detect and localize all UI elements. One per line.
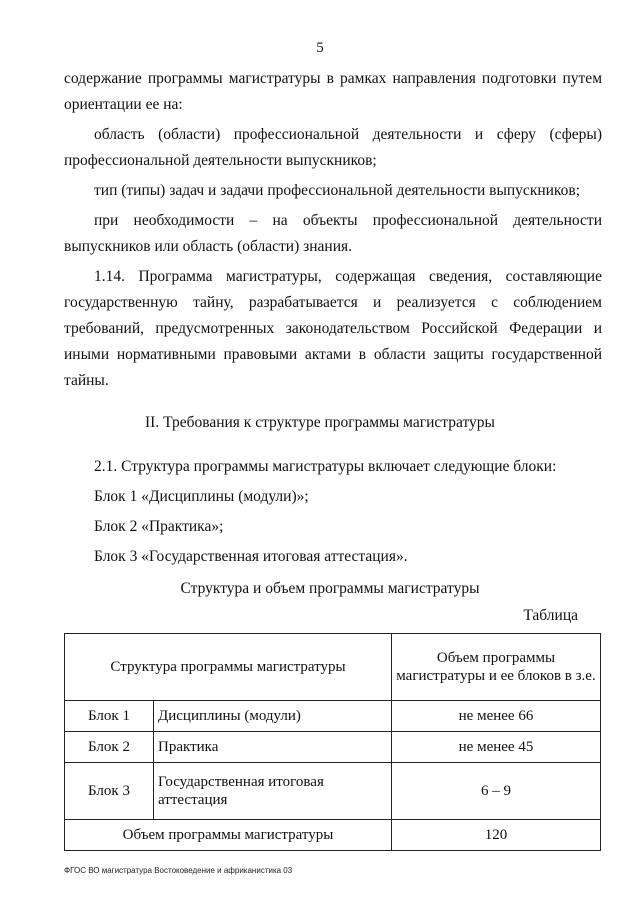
table-total-row <box>65 820 601 851</box>
table-title: Структура и объем программы магистратуры <box>180 580 480 597</box>
table-cell-title: Государственная итоговая аттестация <box>154 763 392 820</box>
table-header-structure: Структура программы магистратуры <box>65 634 392 701</box>
footer-text: ФГОС ВО магистратура Востоковедение и африканистика 03 <box>64 866 293 875</box>
table-row <box>65 763 601 820</box>
paragraph-2: область (области) профессиональной деятельности и сферу (сферы) профессиональной деятельности выпускников; <box>64 126 602 169</box>
table-header-row <box>65 634 601 701</box>
table-cell-value: 6 – 9 <box>392 763 601 820</box>
table-cell-block: Блок 1 <box>65 701 154 732</box>
paragraph-3: тип (типы) задач и задачи профессиональной деятельности выпускников; <box>94 182 581 199</box>
table-cell-block: Блок 3 <box>65 763 154 820</box>
table-label: Таблица <box>523 607 578 624</box>
table-cell-title: Дисциплины (модули) <box>154 701 392 732</box>
paragraph-5: 1.14. Программа магистратуры, содержащая сведения, составляющие государственную тайну, разрабатывается и реализуется с соблюдением требований, предусмотренных законодательством Российской Федерации и иными нормативными правовыми актами в области защиты государственной тайны. <box>64 268 602 389</box>
table-total-value: 120 <box>392 820 601 851</box>
table-cell-block: Блок 2 <box>65 732 154 763</box>
paragraph-1: содержание программы магистратуры в рамках направления подготовки путем ориентации ее на: <box>64 70 602 113</box>
structure-intro: 2.1. Структура программы магистратуры включает следующие блоки: <box>94 458 557 475</box>
table-cell-title: Практика <box>154 732 392 763</box>
table-cell-value: не менее 66 <box>392 701 601 732</box>
table-header-volume: Объем программы магистратуры и ее блоков в з.е. <box>392 634 601 701</box>
table-row <box>65 732 601 763</box>
block-list-item: Блок 3 «Государственная итоговая аттестация». <box>94 548 408 565</box>
section-heading: II. Требования к структуре программы магистратуры <box>145 414 495 431</box>
table-total-label: Объем программы магистратуры <box>65 820 392 851</box>
block-list-item: Блок 1 «Дисциплины (модули)»; <box>94 488 309 505</box>
body-text <box>64 66 602 394</box>
table-row <box>65 701 601 732</box>
block-list <box>94 452 556 572</box>
table-cell-value: не менее 45 <box>392 732 601 763</box>
block-list-item: Блок 2 «Практика»; <box>94 518 224 535</box>
structure-table <box>64 633 601 851</box>
page-number: 5 <box>316 40 324 56</box>
paragraph-4: при необходимости – на объекты профессиональной деятельности выпускников или область (области) знания. <box>64 212 602 255</box>
